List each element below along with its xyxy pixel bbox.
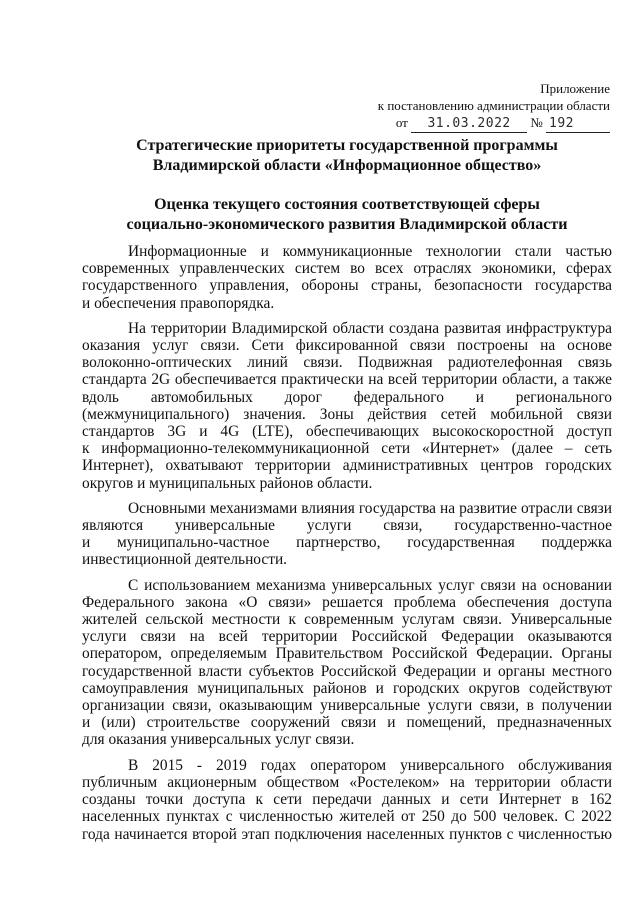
paragraph-line: В 2015 - 2019 годах оператором универсального обслуживания <box>128 756 612 774</box>
paragraph-line: На территории Владимирской области создана развитая инфраструктура <box>128 319 612 337</box>
paragraph-line: и обеспечения правопорядка. <box>82 294 275 312</box>
paragraph-line: Федерального закона «О связи» решается проблема обеспечения доступа <box>82 593 612 611</box>
annex-from-prefix: от <box>395 115 408 130</box>
paragraph-line: являются универсальные услуги связи, государственно-частное <box>82 517 612 535</box>
paragraph-line: Основными механизмами влияния государства на развитие отрасли связи <box>128 499 612 517</box>
paragraph-line: волоконно-оптических линий связи. Подвижная радиотелефонная связь <box>82 354 612 372</box>
paragraph-line: оказания услуг связи. Сети фиксированной связи построены на основе <box>82 337 612 355</box>
paragraph-line: вдоль автомобильных дорог федерального и регионального <box>82 388 612 406</box>
body-paragraph <box>82 320 612 492</box>
annex-number: 192 <box>546 115 610 133</box>
annex-label: Приложение <box>540 81 610 96</box>
document-title <box>82 136 612 176</box>
paragraph-line: Интернет), охватывают территории административных центров городских <box>82 457 612 475</box>
paragraph-line: стандартов 3G и 4G (LTE), обеспечивающих высокоскоростной доступ <box>82 423 612 441</box>
section-heading <box>82 195 612 235</box>
paragraph-line: С использованием механизма универсальных услуг связи на основании <box>128 576 612 594</box>
paragraph-line: организации связи, оказывающим универсальные услуги связи, в получении <box>82 697 612 715</box>
paragraph-line: и (или) строительстве сооружений связи и помещений, предназначенных <box>82 714 612 732</box>
paragraph-line: оператором, определяемым Правительством Российской Федерации. Органы <box>82 645 612 663</box>
paragraph-line: государственного управления, обороны страны, безопасности государства <box>82 277 612 295</box>
paragraph-line: государственной власти субъектов Российской Федерации и органы местного <box>82 662 612 680</box>
annex-number-prefix: № <box>530 115 543 130</box>
paragraph-line: самоуправления муниципальных районов и городских округов содействуют <box>82 679 612 697</box>
title-line: Владимирской области «Информационное общество» <box>152 157 542 174</box>
paragraph-line: публичным акционерным обществом «Ростелеком» на территории области <box>82 773 612 791</box>
paragraph-line: стандарта 2G обеспечивается практически на всей территории области, а также <box>82 371 612 389</box>
paragraph-line: и муниципально-частное партнерство, государственная поддержка <box>82 534 612 552</box>
paragraph-line: к информационно-телекоммуникационной сети «Интернет» (далее – сеть <box>82 440 612 458</box>
title-line: Стратегические приоритеты государственной программы <box>136 137 558 154</box>
paragraph-line: Информационные и коммуникационные технологии стали частью <box>128 243 612 260</box>
paragraph-line: современных управленческих систем во всех отраслях экономики, сферах <box>82 260 612 278</box>
body-paragraph <box>82 500 612 569</box>
annex-date-number-row <box>378 114 610 133</box>
paragraph-line: (межмуниципального) значения. Зоны действия сетей мобильной связи <box>82 405 612 423</box>
paragraph-line: инвестиционной деятельности. <box>82 551 288 569</box>
paragraph-line: года начинается второй этап подключения населенных пунктов с численностью <box>82 825 612 843</box>
body-paragraph <box>82 577 612 749</box>
body-paragraph <box>82 243 612 312</box>
body-paragraph <box>82 757 612 843</box>
paragraph-line: созданы точки доступа к сети передачи данных и сети Интернет в 162 <box>82 791 612 809</box>
paragraph-line: для оказания универсальных услуг связи. <box>82 731 355 749</box>
paragraph-line: жителей сельской местности к современным услугам связи. Универсальные <box>82 611 612 629</box>
annex-date: 31.03.2022 <box>411 115 527 133</box>
paragraph-line: округов и муниципальных районов области. <box>82 474 373 492</box>
paragraph-line: услуги связи на всей территории Российской Федерации оказываются <box>82 628 612 646</box>
heading-line: социально-экономического развития Владимирской области <box>126 216 568 233</box>
annex-resolution-ref: к постановлению администрации области <box>377 98 610 113</box>
heading-line: Оценка текущего состояния соответствующей сферы <box>154 196 540 213</box>
annex-block <box>378 80 610 133</box>
paragraph-line: населенных пунктах с численностью жителей от 250 до 500 человек. С 2022 <box>82 808 612 826</box>
document-body <box>82 243 612 851</box>
